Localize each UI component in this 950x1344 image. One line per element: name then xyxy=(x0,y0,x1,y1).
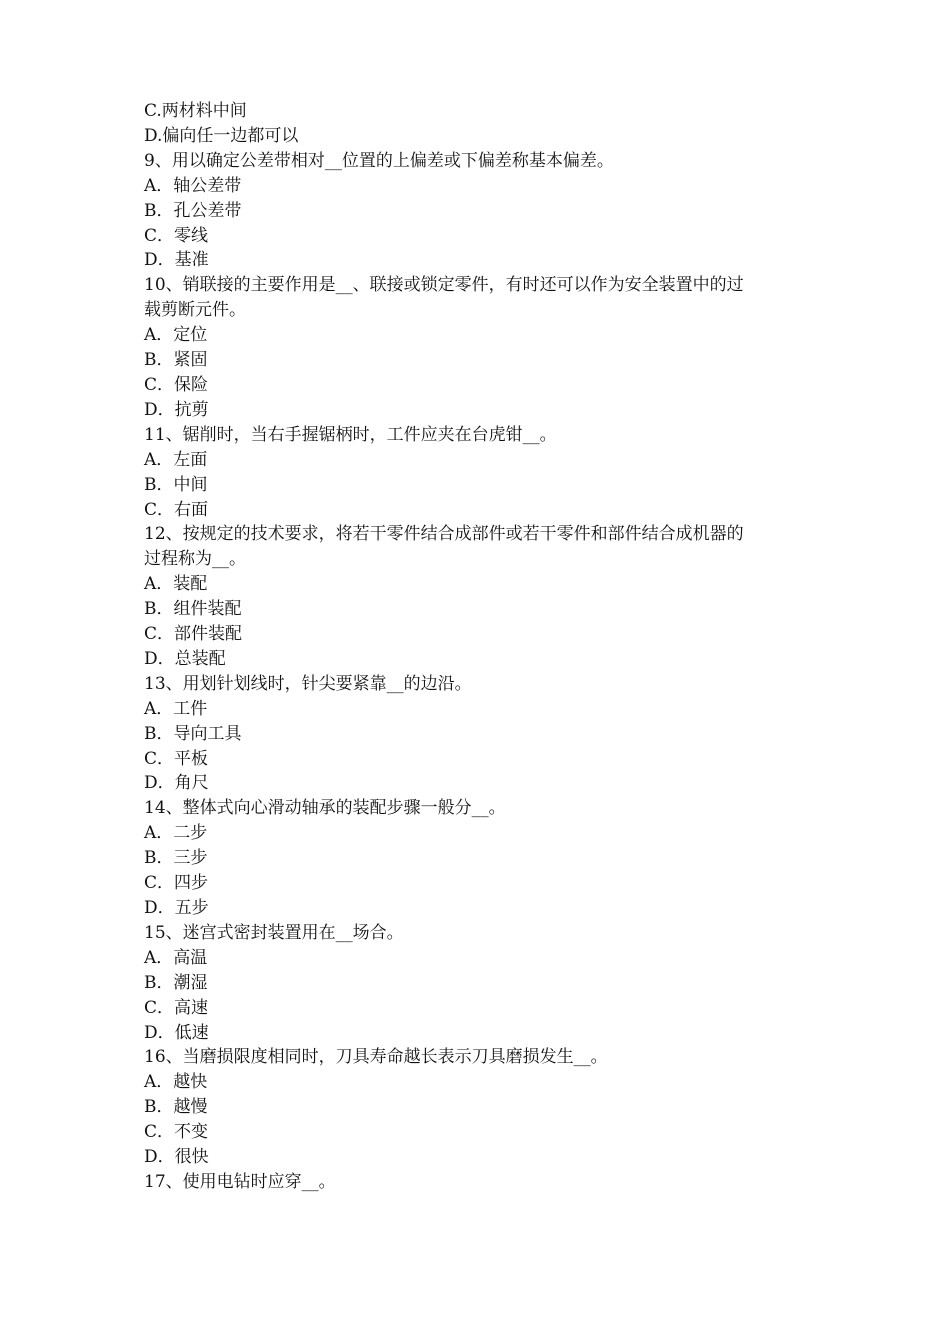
document-page xyxy=(144,99,814,1195)
option-line: D．五步 xyxy=(144,898,209,918)
option-line: B．导向工具 xyxy=(144,723,242,744)
option-line: B．组件装配 xyxy=(144,599,242,620)
question-10: 10、销联接的主要作用是__、联接或锁定零件，有时还可以作为安全装置中的过 xyxy=(144,275,744,296)
option-line: C．四步 xyxy=(144,873,209,894)
option-line: D．低速 xyxy=(144,1022,209,1043)
option-line: A．工件 xyxy=(144,698,208,719)
option-line: B．潮湿 xyxy=(144,972,208,993)
question-12: 12、按规定的技术要求，将若干零件结合成部件或若干零件和部件结合成机器的 xyxy=(144,524,744,545)
option-line: D.偏向任一边都可以 xyxy=(144,125,299,146)
option-line: D．总装配 xyxy=(144,648,226,669)
question-9: 9、用以确定公差带相对__位置的上偏差或下偏差称基本偏差。 xyxy=(144,150,614,171)
option-line: A．左面 xyxy=(144,449,208,470)
question-10-continued: 载剪断元件。 xyxy=(144,300,246,321)
option-line: C．零线 xyxy=(144,225,209,246)
option-line: A．轴公差带 xyxy=(144,175,242,196)
option-line: C．保险 xyxy=(144,374,209,395)
option-line: A．越快 xyxy=(144,1072,208,1093)
option-line: A．定位 xyxy=(144,325,208,346)
option-line: B．孔公差带 xyxy=(144,200,242,221)
option-line: C．平板 xyxy=(144,748,209,769)
question-17: 17、使用电钻时应穿__。 xyxy=(144,1171,336,1192)
option-line: D．角尺 xyxy=(144,773,209,794)
option-line: C．高速 xyxy=(144,997,209,1018)
option-line: A．二步 xyxy=(144,823,208,844)
question-16: 16、当磨损限度相同时，刀具寿命越长表示刀具磨损发生__。 xyxy=(144,1047,608,1068)
option-line: B．中间 xyxy=(144,474,208,495)
option-line: A．高温 xyxy=(144,947,208,968)
question-12-continued: 过程称为__。 xyxy=(144,549,246,570)
question-11: 11、锯削时，当右手握锯柄时，工件应夹在台虎钳__。 xyxy=(144,424,557,445)
option-line: D．抗剪 xyxy=(144,399,209,420)
option-line: C.两材料中间 xyxy=(144,101,247,121)
option-line: B．越慢 xyxy=(144,1097,208,1118)
option-line: D．很快 xyxy=(144,1147,209,1168)
question-14: 14、整体式向心滑动轴承的装配步骤一般分__。 xyxy=(144,798,506,819)
option-line: C．右面 xyxy=(144,499,209,520)
option-line: C．不变 xyxy=(144,1122,209,1143)
question-15: 15、迷宫式密封装置用在__场合。 xyxy=(144,922,404,943)
option-line: B．三步 xyxy=(144,848,208,869)
option-line: D．基准 xyxy=(144,250,209,271)
option-line: B．紧固 xyxy=(144,350,208,371)
option-line: A．装配 xyxy=(144,574,208,595)
option-line: C．部件装配 xyxy=(144,624,243,645)
question-13: 13、用划针划线时，针尖要紧靠__的边沿。 xyxy=(144,673,472,694)
